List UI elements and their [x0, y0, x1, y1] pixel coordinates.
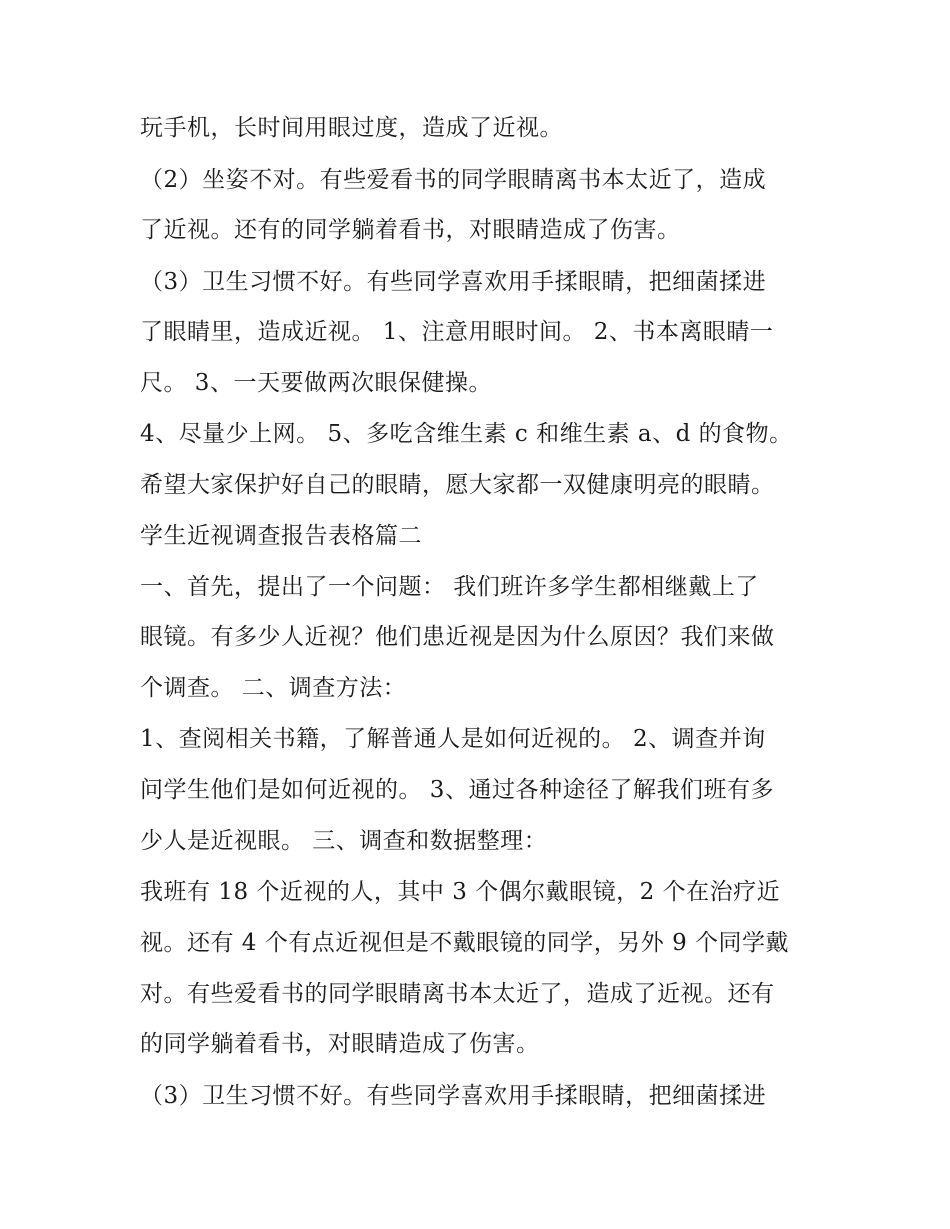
- section-heading: 学生近视调查报告表格篇二: [140, 523, 422, 549]
- text-line: 尺。 3、一天要做两次眼保健操。: [140, 370, 492, 396]
- text-line: 了近视。还有的同学躺着看书，对眼睛造成了伤害。: [140, 217, 681, 243]
- text-line: 视。还有 4 个有点近视但是不戴眼镜的同学，另外 9 个同学戴: [140, 930, 790, 956]
- text-line: 问学生他们是如何近视的。 3、通过各种途径了解我们班有多: [140, 777, 774, 803]
- text-line: 少人是近视眼。 三、调查和数据整理：: [140, 828, 548, 854]
- text-line: 1、查阅相关书籍，了解普通人是如何近视的。 2、调查并询: [140, 726, 766, 752]
- text-line: （3）卫生习惯不好。有些同学喜欢用手揉眼睛，把细菌揉进: [140, 1083, 767, 1109]
- text-line: 一、首先，提出了一个问题： 我们班许多学生都相继戴上了: [140, 574, 759, 600]
- text-line: 4、尽量少上网。 5、多吃含维生素 c 和维生素 a、d 的食物。: [140, 421, 793, 447]
- text-line: 了眼睛里，造成近视。 1、注意用眼时间。 2、书本离眼睛一: [140, 319, 774, 345]
- text-line: 的同学躺着看书，对眼睛造成了伤害。: [140, 1031, 540, 1057]
- text-line: 我班有 18 个近视的人，其中 3 个偶尔戴眼镜，2 个在治疗近: [140, 879, 781, 905]
- text-line: 对。有些爱看书的同学眼睛离书本太近了，造成了近视。还有: [140, 981, 775, 1007]
- text-line: 希望大家保护好自己的眼睛，愿大家都一双健康明亮的眼睛。: [140, 472, 775, 498]
- text-line: 眼镜。有多少人近视？他们患近视是因为什么原因？我们来做: [140, 624, 775, 650]
- text-line: （3）卫生习惯不好。有些同学喜欢用手揉眼睛，把细菌揉进: [140, 269, 767, 295]
- text-line: 个调查。 二、调查方法：: [140, 675, 407, 701]
- text-line: （2）坐姿不对。有些爱看书的同学眼睛离书本太近了，造成: [140, 167, 767, 193]
- text-line: 玩手机，长时间用眼过度，造成了近视。: [140, 115, 563, 141]
